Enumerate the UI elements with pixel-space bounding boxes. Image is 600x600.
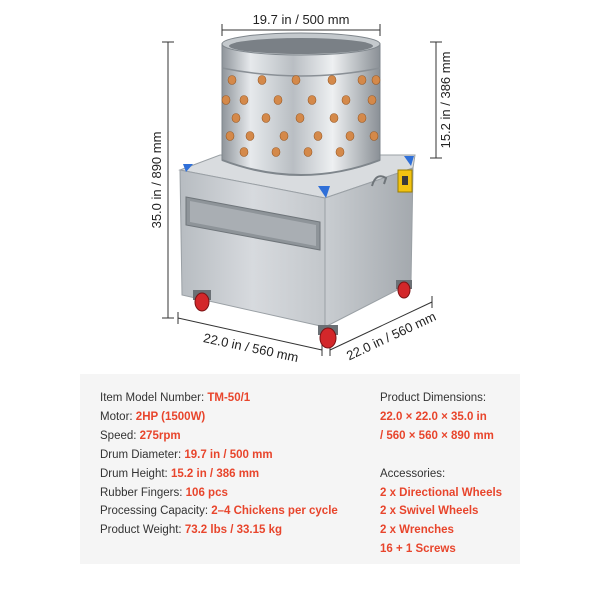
spec-value: 2HP (1500W) <box>135 410 206 423</box>
spec-value: TM-50/1 <box>207 392 251 404</box>
spec-row <box>100 465 338 484</box>
rubber-finger <box>240 96 248 105</box>
rubber-finger <box>232 114 240 123</box>
accessory-item: 2 x Wrenches <box>380 524 454 537</box>
rubber-finger <box>314 132 322 141</box>
spec-label: Drum Diameter: <box>100 448 185 461</box>
rubber-finger <box>296 114 304 123</box>
rubber-finger <box>274 96 282 105</box>
dimensions-accessories <box>380 389 502 559</box>
spec-row <box>100 446 338 465</box>
dimensions-line-2: / 560 × 560 × 890 mm <box>380 429 494 442</box>
rubber-finger <box>222 96 230 105</box>
spec-panel <box>80 374 520 564</box>
spec-label: Motor: <box>100 410 136 423</box>
spec-value: 2–4 Chickens per cycle <box>211 505 338 518</box>
spec-value: 106 pcs <box>185 486 228 499</box>
rubber-finger <box>240 148 248 157</box>
rubber-finger <box>280 132 288 141</box>
spec-label: Speed: <box>100 429 140 442</box>
spec-label: Rubber Fingers: <box>100 486 186 499</box>
spec-value: 19.7 in / 500 mm <box>184 448 273 461</box>
accessory-item: 16 + 1 Screws <box>380 543 456 556</box>
total-height-label: 35.0 in / 890 mm <box>149 131 164 229</box>
base-depth-label: 22.0 in / 560 mm <box>344 308 439 364</box>
rubber-finger <box>262 114 270 123</box>
rubber-finger <box>346 132 354 141</box>
accessories-title: Accessories: <box>380 467 446 480</box>
spec-label: Processing Capacity: <box>100 505 212 518</box>
spec-list <box>100 389 338 540</box>
rubber-finger <box>308 96 316 105</box>
rubber-finger <box>370 132 378 141</box>
dimensions-line-1: 22.0 × 22.0 × 35.0 in <box>380 410 487 423</box>
drum-width-label: 19.7 in / 500 mm <box>252 12 350 27</box>
rubber-finger <box>272 148 280 157</box>
rubber-finger <box>228 76 236 85</box>
rubber-finger <box>226 132 234 141</box>
spec-row <box>100 408 338 427</box>
accessory-item: 2 x Directional Wheels <box>380 486 503 499</box>
spec-row <box>100 502 338 521</box>
spec-label: Item Model Number: <box>100 392 208 404</box>
rubber-finger <box>368 96 376 105</box>
base-width-label: 22.0 in / 560 mm <box>202 330 300 366</box>
spec-label: Product Weight: <box>100 524 185 537</box>
rubber-finger <box>336 148 344 157</box>
dimensions-title: Product Dimensions: <box>380 392 487 404</box>
rubber-finger <box>330 114 338 123</box>
rubber-finger <box>258 76 266 85</box>
rubber-finger <box>304 148 312 157</box>
base-cabinet <box>180 155 415 327</box>
rubber-finger <box>372 76 380 85</box>
rubber-finger <box>246 132 254 141</box>
rubber-finger <box>328 76 336 85</box>
drum-height-label: 15.2 in / 386 mm <box>438 51 453 149</box>
spec-row <box>100 521 338 540</box>
rubber-finger <box>292 76 300 85</box>
rubber-finger <box>342 96 350 105</box>
accessory-item: 2 x Swivel Wheels <box>380 505 479 518</box>
rubber-finger <box>358 76 366 85</box>
spec-row <box>100 427 338 446</box>
spec-row <box>100 484 338 503</box>
spec-value: 15.2 in / 386 mm <box>170 467 260 480</box>
spec-value: 275rpm <box>139 429 181 442</box>
spec-label: Drum Height: <box>100 467 171 480</box>
spec-row <box>100 389 338 408</box>
rubber-finger <box>358 114 366 123</box>
spec-value: 73.2 lbs / 33.15 kg <box>184 524 282 537</box>
